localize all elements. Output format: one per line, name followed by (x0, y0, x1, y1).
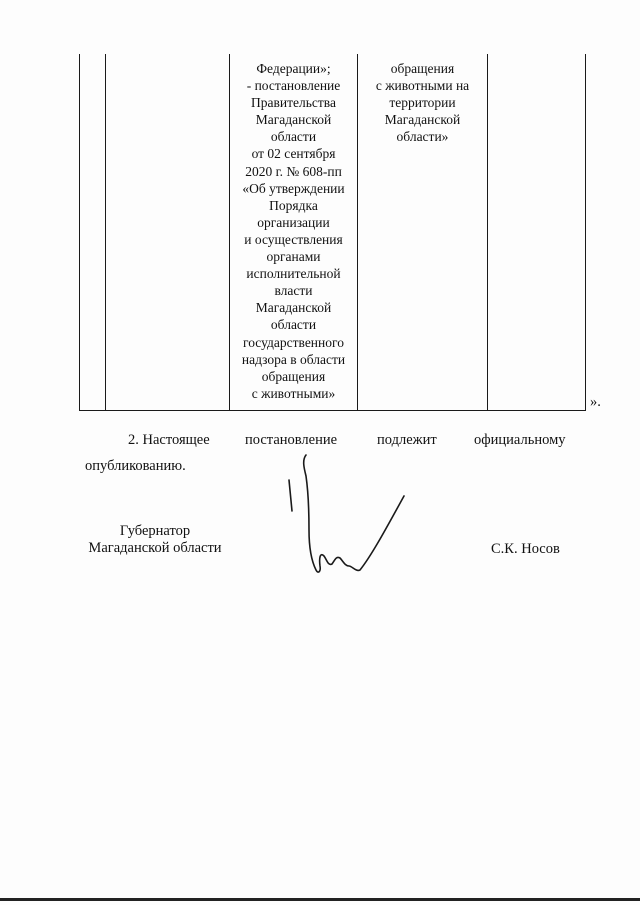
table-cell-subject: обращения с животными на территории Магаданской области» (375, 61, 470, 145)
table-border-left (79, 54, 80, 411)
signatory-position (80, 523, 230, 557)
paragraph-word: подлежит (377, 432, 437, 448)
page-bottom-border (0, 898, 640, 901)
signatory-name: С.К. Носов (491, 541, 560, 557)
table-cell-legal-basis: Федерации»; - постановление Правительства Магаданской области от 02 сентября 2020 г. № 608-пп «Об утверждении Порядка организации и осуществления органами исполнительной власти Магаданской области государственного надзора в области обращения с животными» (241, 61, 346, 401)
table-column-divider-4 (487, 54, 488, 411)
table-border-right (585, 54, 586, 411)
signatory-position-line-1: Губернатор (119, 523, 191, 539)
table-column-divider-1 (105, 54, 106, 411)
paragraph-word: 2. Настоящее (128, 432, 210, 448)
paragraph-2-line-2: опубликованию. (85, 458, 186, 474)
table-border-bottom (79, 410, 586, 411)
paragraph-word: официальному (474, 432, 566, 448)
signatory-position-line-2: Магаданской области (88, 540, 222, 556)
paragraph-word: постановление (245, 432, 338, 448)
closing-quote: ». (590, 394, 601, 410)
